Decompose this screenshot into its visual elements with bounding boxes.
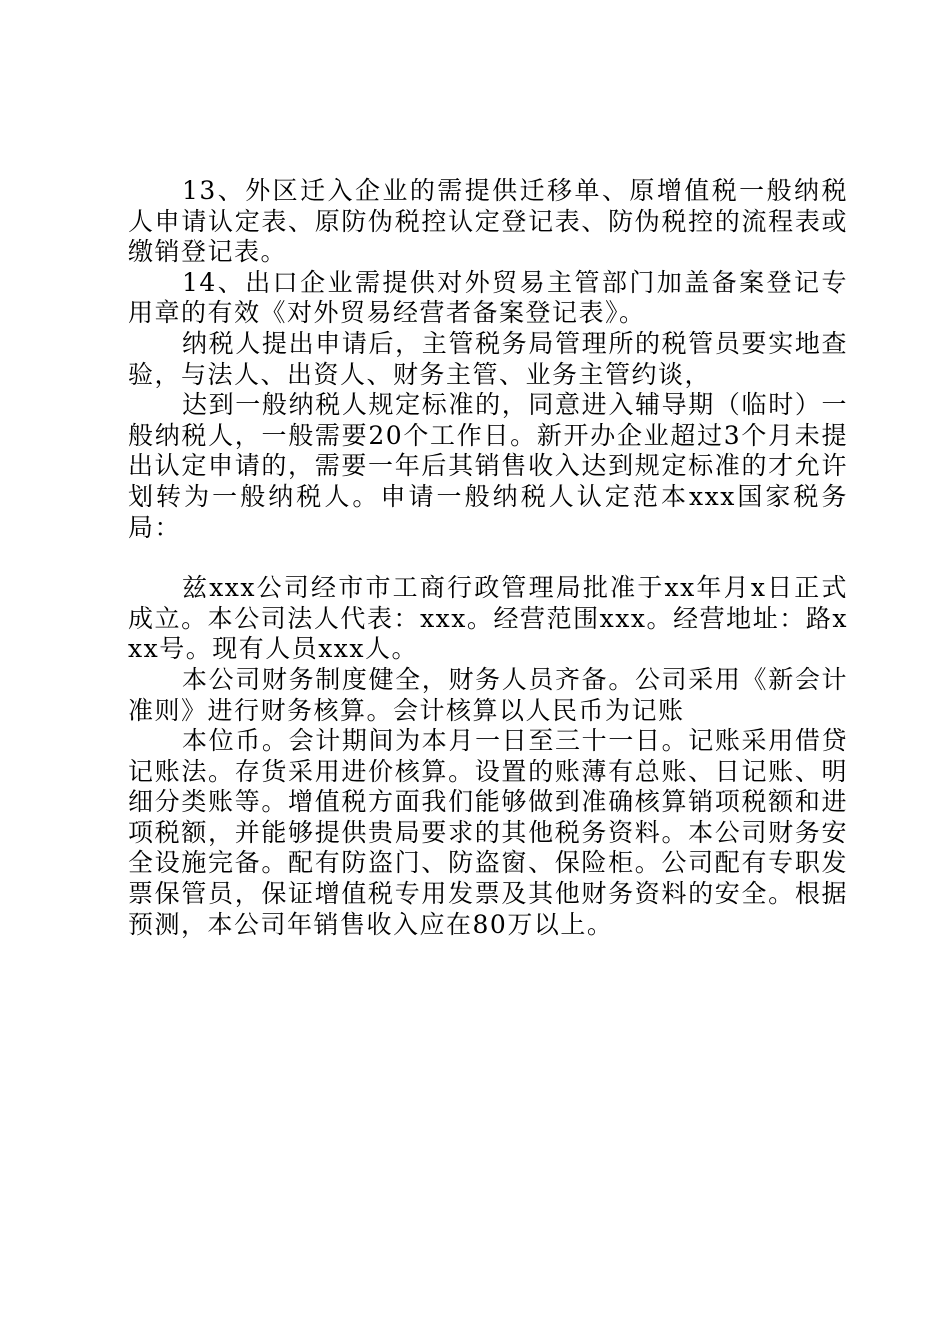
paragraph-standard: 达到一般纳税人规定标准的，同意进入辅导期（临时）一般纳税人，一般需要20个工作日。新开办企业超过3个月未提出认定申请的，需要一年后其销售收入达到规定标准的才允许划转为一般纳税人。申请一般纳税人认定范本xxx国家税务局： [128, 390, 848, 542]
paragraph-accounting-details: 本位币。会计期间为本月一日至三十一日。记账采用借贷记账法。存货采用进价核算。设置的账薄有总账、日记账、明细分类账等。增值税方面我们能够做到准确核算销项税额和进项税额，并能够提供贵局要求的其他税务资料。本公司财务安全设施完备。配有防盗门、防盗窗、保险柜。公司配有专职发票保管员，保证增值税专用发票及其他财务资料的安全。根据预测，本公司年销售收入应在80万以上。 [128, 726, 848, 939]
document-body [128, 176, 848, 940]
paragraph-finance-system: 本公司财务制度健全，财务人员齐备。公司采用《新会计准则》进行财务核算。会计核算以人民币为记账 [128, 664, 848, 725]
paragraph-item-14: 14、出口企业需提供对外贸易主管部门加盖备案登记专用章的有效《对外贸易经营者备案登记表》。 [128, 267, 848, 328]
paragraph-application-review: 纳税人提出申请后，主管税务局管理所的税管员要实地查验，与法人、出资人、财务主管、业务主管约谈， [128, 328, 848, 389]
paragraph-item-13: 13、外区迁入企业的需提供迁移单、原增值税一般纳税人申请认定表、原防伪税控认定登记表、防伪税控的流程表或缴销登记表。 [128, 176, 848, 267]
paragraph-company-intro: 兹xxx公司经市市工商行政管理局批准于xx年月x日正式成立。本公司法人代表：xxx。经营范围xxx。经营地址：路xxx号。现有人员xxx人。 [128, 573, 848, 664]
blank-line [128, 543, 848, 573]
